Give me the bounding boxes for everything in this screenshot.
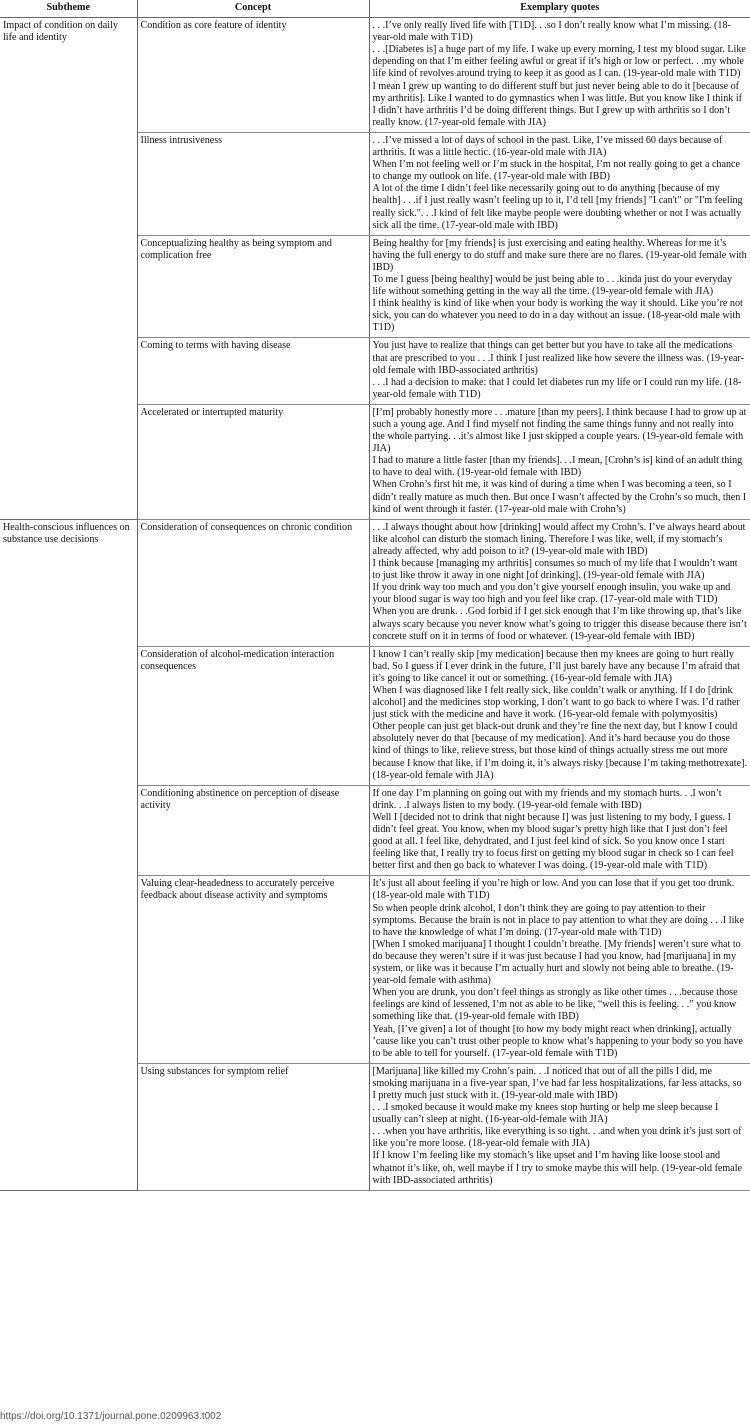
quote-text: When I was diagnosed like I felt really sick, like couldn’t walk or anything. If I do [drink alcohol] and the medicines stop working, I don’t want to go back to where I was. I’d rather just stick with the medicine and have it work. (16-year-old female with polymyositis) [372, 684, 740, 721]
concept-cell: Conceptualizing healthy as being symptom and complication free [137, 235, 369, 338]
header-exemplary-quotes: Exemplary quotes [369, 0, 750, 18]
concept-cell: Accelerated or interrupted maturity [137, 404, 369, 519]
quote-text: A lot of the time I didn’t feel like necessarily going out to do anything [because of my health] . . .if I just really wasn’t feeling up to it, I’d tell [my friends] "I can't" or "I'm feeling really sick.". . .I kind of felt like maybe people were doubting whether or not I was actually sick all the time. (17-year-old male with IBD) [372, 183, 743, 231]
quote-text: [Marijuana] like killed my Crohn’s pain. . .I noticed that out of all the pills I did, me smoking marijuana in a five-year span, I’ve had far less hospitalizations, far less attacks, so I pretty much just stuck with it. (19-year-old male with IBD) [372, 1065, 742, 1101]
concept-cell: Illness intrusiveness [137, 132, 369, 235]
quote-text: . . .I’ve missed a lot of days of school in the past. Like, I’ve missed 60 days because of arthritis. It was a little hectic. (16-year-old male with JIA) [372, 134, 723, 159]
quote-text: . . .I smoked because it would make my knees stop hurting or help me sleep because I usually can’t sleep at night. (16-year-old-female with JIA) [372, 1102, 719, 1126]
table-header-row [0, 0, 750, 18]
quote-text: When I’m not feeling well or I’m stuck in the hospital, I’m not really going to get a chance to change my outlook on life. (17-year-old male with IBD) [372, 159, 740, 183]
quote-text: Other people can just get black-out drunk and they’re fine the next day, but I know I could absolutely never do that [because of my medication]. And it’s hard because you do those kind of things to like, relieve stress, but those kind of things actually stress me out more because I know that like, if I’m doing it, it’s always risky [because I’m taking methotrexate]. (18-year-old female with JIA) [372, 721, 747, 781]
quotes-cell [369, 1063, 750, 1190]
quote-text: If I know I’m feeling like my stomach’s like upset and I’m having like loose stool and whatnot it’s like, oh, well maybe if I try to smoke maybe this will help. (19-year-old female with IBD-associated arthritis) [372, 1150, 743, 1186]
concept-cell: Conditioning abstinence on perception of disease activity [137, 785, 369, 876]
quote-text: When you are drunk. . .God forbid if I get sick enough that I’m like throwing up, that’s like always scary because you never know what’s going to trigger this disease because there isn’t concrete stuff on it in terms of food or whatever. (19-year-old female with IBD) [372, 606, 747, 642]
concept-cell: Consideration of alcohol-medication interaction consequences [137, 646, 369, 785]
quote-text: . . .I had a decision to make: that I could let diabetes run my life or I could run my life. (18-year-old female with T1D) [372, 376, 742, 400]
quote-text: I think healthy is kind of like when your body is working the way it should. Like you’re not sick, you can do whatever you need to do in a day without an issue. (18-year-old male with T1D) [372, 298, 743, 334]
quote-text: So when people drink alcohol, I don’t think they are going to pay attention to their symptoms. Because the brain is not in place to pay attention to what they are doing . . .I like to have the knowledge of what I’m doing. (17-year-old male with T1D) [372, 902, 744, 938]
quote-text: . . .I’ve only really lived life with [T1D]. . .so I don’t really know what I’m missing. (18-year-old male with T1D) [372, 20, 731, 44]
quote-text: . . .[Diabetes is] a huge part of my life. I wake up every morning, I test my blood sugar. Like depending on that I’m either feeling awful or great if it’s high or low or perfect. . .my whole life kind of revolves around trying to keep it as good as I can. (19-year-old male with T1D) [372, 44, 746, 80]
quote-text: . . .I always thought about how [drinking] would affect my Crohn’s. I’ve always heard about like alcohol can disturb the stomach lining. Therefore I was like, well, if my stomach’s already affected, why add poison to it? (19-year-old male with IBD) [372, 521, 746, 557]
quote-text: When Crohn’s first hit me, it was kind of during a time when I was becoming a teen, so I didn’t really mature as much then. But once I wasn’t affected by the Crohn’s so much, then I kind of went through it faster. (17-year-old male with Crohn’s) [372, 479, 747, 515]
quotes-cell [369, 785, 750, 876]
quotes-cell [369, 338, 750, 404]
header-subtheme: Subtheme [0, 0, 137, 18]
quotes-cell [369, 646, 750, 785]
quotes-cell [369, 18, 750, 133]
quote-text: I think because [managing my arthritis] consumes so much of my life that I wouldn’t want to just like throw it away in one night [of drinking]. (19-year-old female with JIA) [372, 558, 738, 582]
quote-text: Yeah, [I’ve given] a lot of thought [to how my body might react when drinking], actually ’cause like you can’t trust other people to know what’s happening to your body so you have to be able to tell for yourself. (17-year-old female with T1D) [372, 1023, 743, 1059]
quote-text: You just have to realize that things can get better but you have to take all the medications that are prescribed to you . . .I think I just realized like how severe the illness was. (19-year-old female with IBD-associated arthritis) [372, 340, 744, 376]
quotes-cell [369, 235, 750, 338]
quote-text: [I’m] probably honestly more . . .mature [than my peers]. I think because I had to grow up at such a young age. And I find myself not finding the same things funny and not really into the whole partying. . .it’s almost like I just skipped a couple years. (19-year-old female with JIA) [372, 406, 747, 455]
quotes-cell [369, 132, 750, 235]
concept-cell: Using substances for symptom relief [137, 1063, 369, 1190]
quote-text: [When I smoked marijuana] I thought I couldn’t breathe. [My friends] weren’t sure what to do because they weren’t sure if it was just because I had you know, had [marijuana] in my system, or like was it because I’m actually hurt and slowly not being able to breathe. (19-year-old female with asthma) [372, 938, 741, 987]
quote-text: I know I can’t really skip [my medication] because then my knees are going to hurt really bad. So I guess if I ever drink in the future, I’ll just barely have any because I’m afraid that it’s going to like cancel it out or something. (16-year-old female with JIA) [372, 648, 740, 684]
quote-text: . . .when you have arthritis, like everything is so tight. . .and when you drink it’s just sort of like you’re more loose. (18-year-old female with JIA) [372, 1126, 742, 1150]
quote-text: I had to mature a little faster [than my friends]. . .I mean, [Crohn’s is] kind of an adult thing to have to deal with. (19-year-old female with IBD) [372, 455, 743, 479]
quote-text: Being healthy for [my friends] is just exercising and eating healthy. Whereas for me it’s having the full energy to do stuff and make sure there are no flares. (19-year-old female with IBD) [372, 237, 747, 273]
header-concept: Concept [137, 0, 369, 18]
quote-text: If you drink way too much and you don’t give yourself enough insulin, you wake up and your blood sugar is way too high and you feel like crap. (17-year-old male with T1D) [372, 582, 731, 606]
concept-cell: Condition as core feature of identity [137, 18, 369, 133]
quotes-cell [369, 876, 750, 1063]
doi-link[interactable]: https://doi.org/10.1371/journal.pone.0209963.t002 [0, 1411, 222, 1422]
quote-text: If one day I’m planning on going out with my friends and my stomach hurts. . .I won’t drink. . .I always listen to my body. (19-year-old female with IBD) [372, 787, 722, 811]
quote-text: I mean I grew up wanting to do different stuff but just never being able to do it [because of my arthritis]. Like I wanted to do gymnastics when I was little. But you know like I think if I didn’t have arthritis I’d be doing different things. But I grew up with arthritis so I don’t really know. (17-year-old female with JIA) [372, 80, 742, 128]
table-body [0, 18, 750, 1191]
concept-cell: Consideration of consequences on chronic condition [137, 519, 369, 646]
quotes-cell [369, 519, 750, 646]
concept-cell: Valuing clear-headedness to accurately perceive feedback about disease activity and symptoms [137, 876, 369, 1063]
quote-text: When you are drunk, you don’t feel things as strongly as like other times . . .because those feelings are kind of lessened, I’m not as able to be like, “well this is feeling. . .” you know something like that. (19-year-old female with IBD) [372, 987, 738, 1023]
quote-text: It’s just all about feeling if you’re high or low. And you can lose that if you get too drunk. (18-year-old male with T1D) [372, 878, 735, 902]
subtheme-cell: Impact of condition on daily life and identity [0, 18, 137, 520]
quote-text: To me I guess [being healthy] would be just being able to . . .kinda just do your everyday life without something getting in the way all the time. (19-year-old female with JIA) [372, 273, 733, 298]
quote-text: Well I [decided not to drink that night because I] was just listening to my body, I guess. I didn’t feel great. You know, when my blood sugar’s pretty high like that I just don’t feel good at all. I feel like, dehydrated, and I just feel kind of sick. So you know once I start feeling like that, I really try to focus first on getting my blood sugar in check so I can feel better first and then go back to whatever I was doing. (19-year-old male with T1D) [372, 811, 734, 872]
subtheme-cell: Health-conscious influences on substance use decisions [0, 519, 137, 1190]
concept-cell: Coming to terms with having disease [137, 338, 369, 404]
table-row [0, 519, 750, 646]
quotes-cell [369, 404, 750, 519]
table-row [0, 18, 750, 133]
